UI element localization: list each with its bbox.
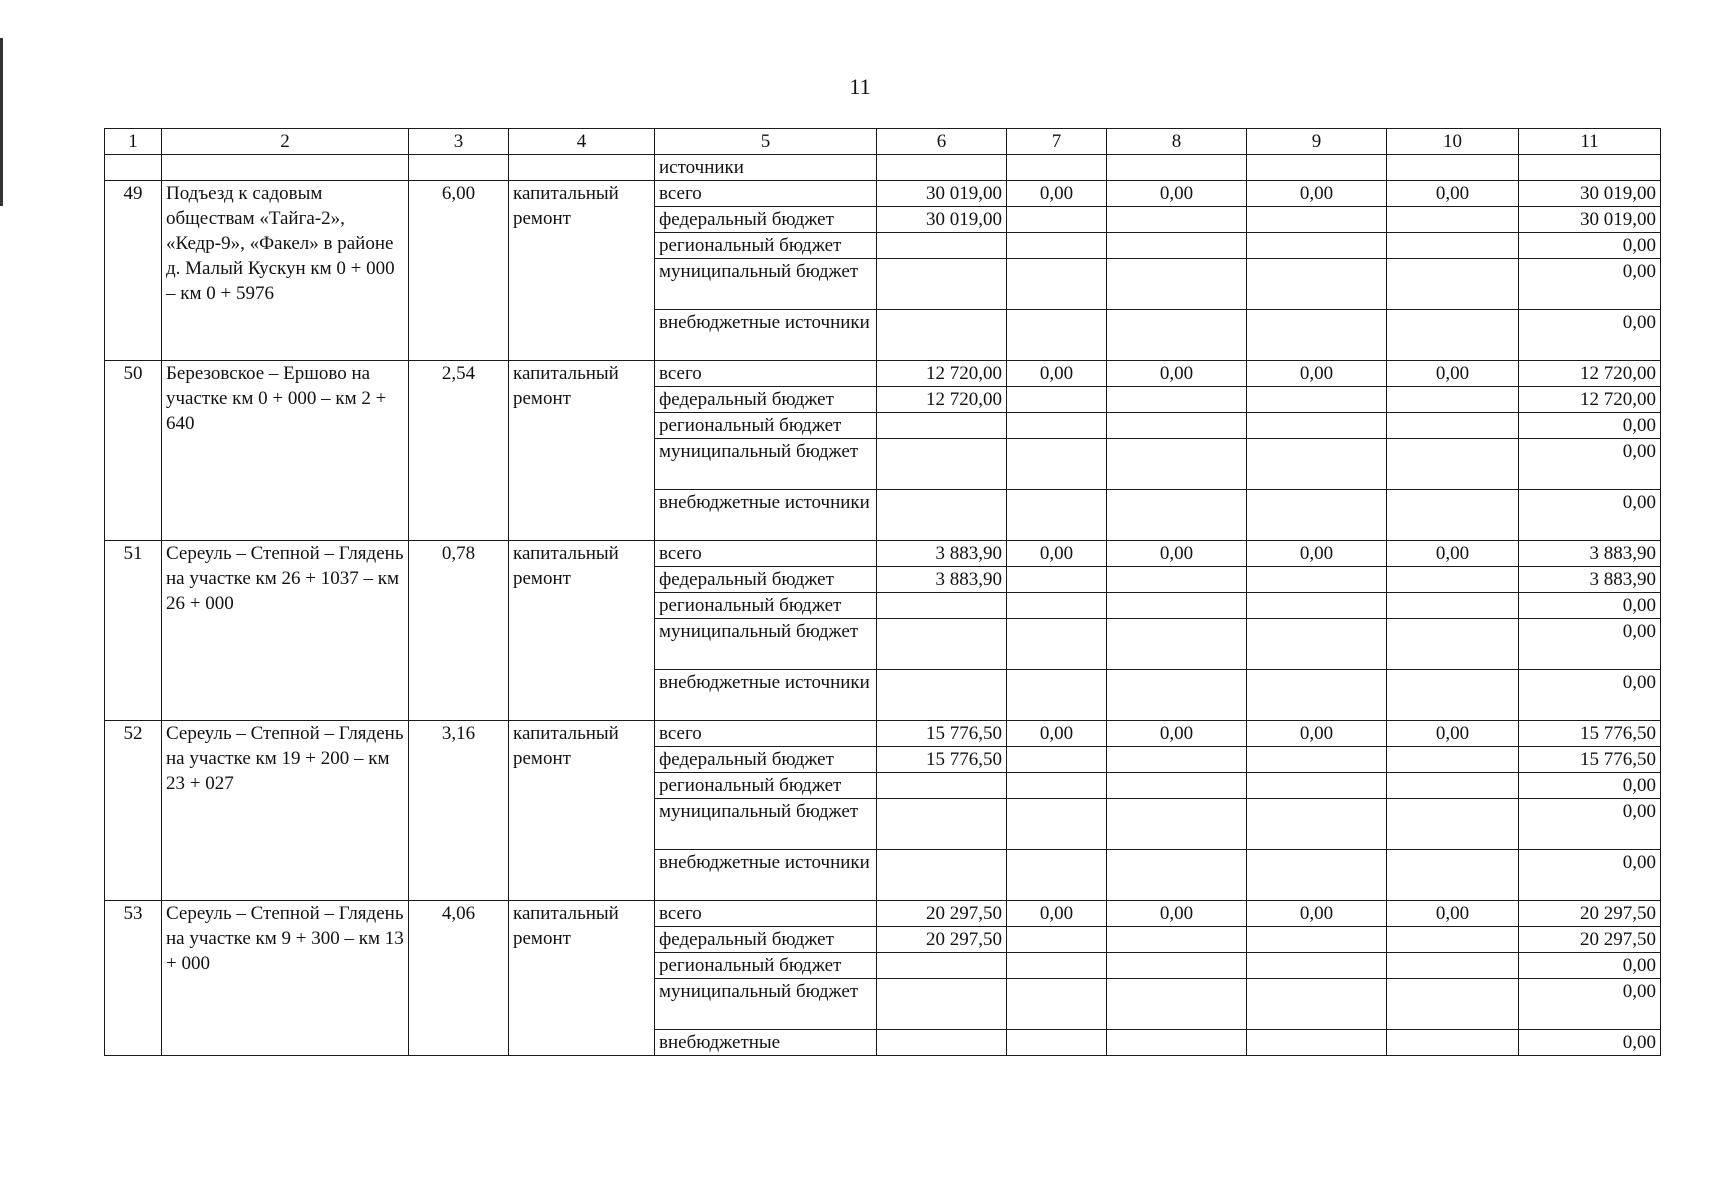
col9-value: 0,00 [1247,901,1387,927]
col11-total: 15 776,50 [1519,721,1661,747]
empty-cell [1107,439,1247,490]
source-label: всего [655,541,877,567]
empty-cell [1107,567,1247,593]
col6-value: 12 720,00 [877,361,1007,387]
empty-cell [1387,953,1519,979]
empty-cell [409,155,509,181]
empty-cell [1387,850,1519,901]
empty-cell [1247,927,1387,953]
road-name: Подъезд к садовым обществам «Тайга-2», «Кедр-9», «Факел» в районе д. Малый Кускун км 0 + 000 – км 0 + 5976 [162,181,409,361]
col11-total: 0,00 [1519,953,1661,979]
col11-total: 12 720,00 [1519,387,1661,413]
col11-total: 20 297,50 [1519,901,1661,927]
empty-cell [1107,413,1247,439]
col10-value: 0,00 [1387,181,1519,207]
empty-cell [1247,439,1387,490]
col11-total: 0,00 [1519,1030,1661,1056]
empty-cell [1387,413,1519,439]
empty-cell [877,593,1007,619]
work-type: капитальный ремонт [509,901,655,1056]
col11-total: 0,00 [1519,773,1661,799]
empty-cell [1247,387,1387,413]
length-km: 6,00 [409,181,509,361]
empty-cell [1387,619,1519,670]
col6-value: 3 883,90 [877,567,1007,593]
work-type: капитальный ремонт [509,361,655,541]
source-label: муниципальный бюджет [655,979,877,1030]
col6-value: 30 019,00 [877,207,1007,233]
col11-total: 30 019,00 [1519,207,1661,233]
empty-cell [877,1030,1007,1056]
empty-cell [877,259,1007,310]
col11-total: 0,00 [1519,979,1661,1030]
road-name: Сереуль – Степной – Глядень на участке км 26 + 1037 – км 26 + 000 [162,541,409,721]
col11-total: 20 297,50 [1519,927,1661,953]
continued-source-label: источники [655,155,877,181]
empty-cell [1107,207,1247,233]
empty-cell [1007,207,1107,233]
empty-cell [1007,953,1107,979]
empty-cell [1107,593,1247,619]
header-cell: 4 [509,129,655,155]
empty-cell [1247,207,1387,233]
col11-total: 0,00 [1519,259,1661,310]
work-type: капитальный ремонт [509,541,655,721]
empty-cell [1007,979,1107,1030]
col9-value: 0,00 [1247,181,1387,207]
source-label: внебюджетные источники [655,310,877,361]
length-km: 3,16 [409,721,509,901]
empty-cell [1107,953,1247,979]
empty-cell [1387,259,1519,310]
empty-cell [1107,310,1247,361]
empty-cell [877,155,1007,181]
empty-cell [1007,773,1107,799]
col8-value: 0,00 [1107,721,1247,747]
source-label: региональный бюджет [655,413,877,439]
source-label: региональный бюджет [655,233,877,259]
item-number: 52 [105,721,162,901]
source-label: всего [655,361,877,387]
empty-cell [1247,773,1387,799]
empty-cell [1107,747,1247,773]
col7-value: 0,00 [1007,361,1107,387]
col6-value: 20 297,50 [877,901,1007,927]
empty-cell [1107,387,1247,413]
empty-cell [877,953,1007,979]
empty-cell [1247,747,1387,773]
item-number: 50 [105,361,162,541]
col10-value: 0,00 [1387,721,1519,747]
col11-total: 0,00 [1519,619,1661,670]
source-label: муниципальный бюджет [655,619,877,670]
empty-cell [1247,619,1387,670]
col9-value: 0,00 [1247,721,1387,747]
header-cell: 9 [1247,129,1387,155]
col11-total: 0,00 [1519,850,1661,901]
empty-cell [1007,1030,1107,1056]
empty-cell [1247,670,1387,721]
col11-total: 12 720,00 [1519,361,1661,387]
item-number: 49 [105,181,162,361]
empty-cell [1387,593,1519,619]
source-label: внебюджетные источники [655,850,877,901]
header-row [105,129,1661,155]
source-label: региональный бюджет [655,593,877,619]
empty-cell [877,979,1007,1030]
budget-table [104,128,1661,1056]
empty-cell [1007,619,1107,670]
col10-value: 0,00 [1387,901,1519,927]
empty-cell [1387,979,1519,1030]
empty-cell [1007,593,1107,619]
header-cell: 8 [1107,129,1247,155]
empty-cell [1247,413,1387,439]
header-cell: 3 [409,129,509,155]
empty-cell [1007,799,1107,850]
header-cell: 6 [877,129,1007,155]
header-cell: 11 [1519,129,1661,155]
col11-total: 0,00 [1519,413,1661,439]
empty-cell [1387,567,1519,593]
col11-total: 0,00 [1519,593,1661,619]
empty-cell [1007,567,1107,593]
col6-value: 20 297,50 [877,927,1007,953]
col6-value: 12 720,00 [877,387,1007,413]
empty-cell [1007,927,1107,953]
empty-cell [877,413,1007,439]
source-label: муниципальный бюджет [655,799,877,850]
road-name: Сереуль – Степной – Глядень на участке км 19 + 200 – км 23 + 027 [162,721,409,901]
empty-cell [1007,155,1107,181]
empty-cell [1247,593,1387,619]
empty-cell [1387,233,1519,259]
empty-cell [877,490,1007,541]
empty-cell [1107,927,1247,953]
empty-cell [1387,310,1519,361]
empty-cell [1387,207,1519,233]
col6-value: 15 776,50 [877,721,1007,747]
col11-total: 15 776,50 [1519,747,1661,773]
empty-cell [1247,567,1387,593]
empty-cell [1107,259,1247,310]
empty-cell [1247,310,1387,361]
col7-value: 0,00 [1007,181,1107,207]
empty-cell [1247,259,1387,310]
col11-total: 0,00 [1519,439,1661,490]
col11-total: 0,00 [1519,490,1661,541]
table-row [105,901,1661,927]
empty-cell [1387,387,1519,413]
empty-cell [1007,387,1107,413]
col10-value: 0,00 [1387,361,1519,387]
col7-value: 0,00 [1007,541,1107,567]
table-row [105,361,1661,387]
empty-cell [877,670,1007,721]
col8-value: 0,00 [1107,901,1247,927]
empty-cell [1247,155,1387,181]
empty-cell [1007,439,1107,490]
col10-value: 0,00 [1387,541,1519,567]
empty-cell [1387,773,1519,799]
source-label: внебюджетные [655,1030,877,1056]
source-label: всего [655,181,877,207]
empty-cell [1387,155,1519,181]
empty-cell [1007,850,1107,901]
length-km: 0,78 [409,541,509,721]
empty-cell [1387,1030,1519,1056]
empty-cell [1247,233,1387,259]
empty-cell [105,155,162,181]
col11-total: 30 019,00 [1519,181,1661,207]
empty-cell [877,233,1007,259]
empty-cell [1247,850,1387,901]
continued-row [105,155,1661,181]
empty-cell [1007,670,1107,721]
table-row [105,721,1661,747]
empty-cell [1387,799,1519,850]
source-label: федеральный бюджет [655,207,877,233]
empty-cell [877,773,1007,799]
source-label: региональный бюджет [655,773,877,799]
empty-cell [1387,490,1519,541]
source-label: внебюджетные источники [655,490,877,541]
empty-cell [877,310,1007,361]
col11-total: 0,00 [1519,310,1661,361]
source-label: федеральный бюджет [655,387,877,413]
header-cell: 2 [162,129,409,155]
empty-cell [1107,490,1247,541]
source-label: внебюджетные источники [655,670,877,721]
col11-total: 0,00 [1519,233,1661,259]
col11-total: 3 883,90 [1519,541,1661,567]
empty-cell [162,155,409,181]
length-km: 2,54 [409,361,509,541]
empty-cell [877,799,1007,850]
empty-cell [877,619,1007,670]
road-name: Березовское – Ершово на участке км 0 + 000 – км 2 + 640 [162,361,409,541]
empty-cell [1107,670,1247,721]
empty-cell [1247,953,1387,979]
empty-cell [1107,619,1247,670]
empty-cell [1007,747,1107,773]
empty-cell [509,155,655,181]
col9-value: 0,00 [1247,361,1387,387]
length-km: 4,06 [409,901,509,1056]
work-type: капитальный ремонт [509,721,655,901]
header-cell: 7 [1007,129,1107,155]
empty-cell [1519,155,1661,181]
empty-cell [1387,927,1519,953]
col8-value: 0,00 [1107,181,1247,207]
col11-total: 0,00 [1519,799,1661,850]
empty-cell [1247,490,1387,541]
scan-edge-mark [0,38,3,206]
col8-value: 0,00 [1107,541,1247,567]
empty-cell [1247,979,1387,1030]
col6-value: 30 019,00 [877,181,1007,207]
empty-cell [1107,979,1247,1030]
empty-cell [1107,773,1247,799]
table-row [105,181,1661,207]
page-number: 11 [849,74,871,99]
col7-value: 0,00 [1007,721,1107,747]
item-number: 51 [105,541,162,721]
empty-cell [1387,670,1519,721]
empty-cell [1387,747,1519,773]
source-label: всего [655,901,877,927]
empty-cell [1007,413,1107,439]
col6-value: 15 776,50 [877,747,1007,773]
empty-cell [877,850,1007,901]
col6-value: 3 883,90 [877,541,1007,567]
source-label: федеральный бюджет [655,927,877,953]
empty-cell [1007,310,1107,361]
empty-cell [1107,799,1247,850]
header-cell: 5 [655,129,877,155]
source-label: муниципальный бюджет [655,439,877,490]
source-label: всего [655,721,877,747]
empty-cell [1007,490,1107,541]
empty-cell [1107,233,1247,259]
empty-cell [877,439,1007,490]
empty-cell [1107,155,1247,181]
road-name: Сереуль – Степной – Глядень на участке км 9 + 300 – км 13 + 000 [162,901,409,1056]
table-row [105,541,1661,567]
col8-value: 0,00 [1107,361,1247,387]
source-label: региональный бюджет [655,953,877,979]
source-label: федеральный бюджет [655,747,877,773]
empty-cell [1107,1030,1247,1056]
empty-cell [1007,233,1107,259]
empty-cell [1007,259,1107,310]
empty-cell [1107,850,1247,901]
empty-cell [1247,1030,1387,1056]
header-cell: 1 [105,129,162,155]
header-cell: 10 [1387,129,1519,155]
empty-cell [1247,799,1387,850]
col11-total: 3 883,90 [1519,567,1661,593]
source-label: муниципальный бюджет [655,259,877,310]
col11-total: 0,00 [1519,670,1661,721]
item-number: 53 [105,901,162,1056]
work-type: капитальный ремонт [509,181,655,361]
empty-cell [1387,439,1519,490]
col7-value: 0,00 [1007,901,1107,927]
source-label: федеральный бюджет [655,567,877,593]
col9-value: 0,00 [1247,541,1387,567]
